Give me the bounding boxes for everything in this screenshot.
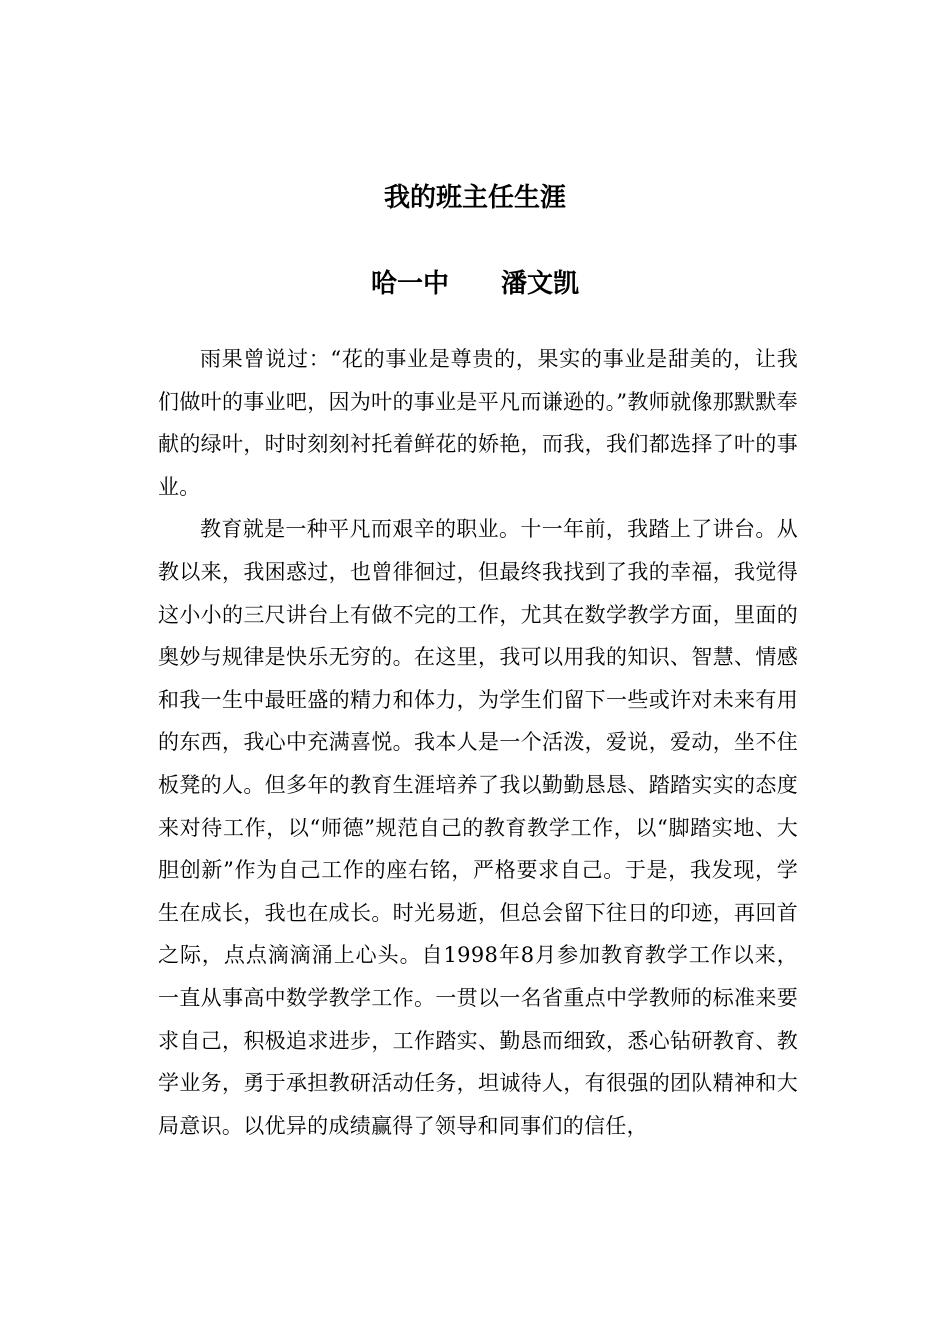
document-body bbox=[158, 338, 798, 1147]
author-line bbox=[0, 262, 950, 306]
document-title: 我的班主任生涯 bbox=[383, 183, 566, 213]
author-name: 潘文凯 bbox=[501, 269, 580, 299]
paragraph-2: 教育就是一种平凡而艰辛的职业。十一年前，我踏上了讲台。从教以来，我困惑过，也曾徘徊过，但最终我找到了我的幸福，我觉得这小小的三尺讲台上有做不完的工作，尤其在数学教学方面，里面的奥妙与规律是快乐无穷的。在这里，我可以用我的知识、智慧、情感和我一生中最旺盛的精力和体力，为学生们留下一些或许对未来有用的东西，我心中充满喜悦。我本人是一个活泼，爱说，爱动，坐不住板凳的人。但多年的教育生涯培养了我以勤勤恳恳、踏踏实实的态度来对待工作，以“师德”规范自己的教育教学工作，以“脚踏实地、大胆创新”作为自己工作的座右铭，严格要求自己。于是，我发现，学生在成长，我也在成长。时光易逝，但总会留下往日的印迹，再回首之际，点点滴滴涌上心头。自1998年8月参加教育教学工作以来，一直从事高中数学教学工作。一贯以一名省重点中学教师的标准来要求自己，积极追求进步，工作踏实、勤恳而细致，悉心钻研教育、教学业务，勇于承担教研活动任务，坦诚待人，有很强的团队精神和大局意识。以优异的成绩赢得了领导和同事们的信任， bbox=[158, 517, 798, 1138]
author-school: 哈一中 bbox=[370, 269, 449, 299]
paragraph-1: 雨果曾说过：“花的事业是尊贵的，果实的事业是甜美的，让我们做叶的事业吧，因为叶的事业是平凡而谦逊的。”教师就像那默默奉献的绿叶，时时刻刻衬托着鲜花的娇艳，而我，我们都选择了叶的事业。 bbox=[158, 347, 798, 499]
